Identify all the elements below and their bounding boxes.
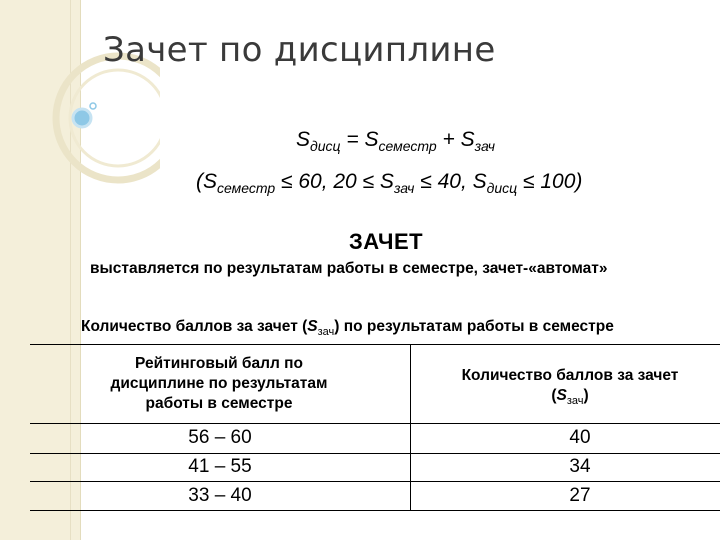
header-symbol: S <box>556 387 567 404</box>
header-line <box>430 386 710 411</box>
formula-line-1 <box>296 128 495 154</box>
formula-part: ≤ 60, 20 ≤ S <box>275 170 394 193</box>
table-row-divider <box>30 453 720 454</box>
table-header-rating <box>84 354 354 414</box>
formula-operator: = <box>340 128 365 151</box>
table-header-border <box>30 423 720 424</box>
formula-line-2 <box>196 170 582 196</box>
table-cell-range: 33 – 40 <box>188 485 252 506</box>
table-cell-points: 34 <box>569 456 591 477</box>
table-column-divider <box>410 344 411 510</box>
decor-small-bubble <box>90 103 96 109</box>
formula-subscript: дисц <box>486 180 518 196</box>
slide-title: Зачет по дисциплине <box>103 30 496 70</box>
table-caption <box>81 318 614 338</box>
header-subscript: зач <box>566 395 584 407</box>
header-line: Рейтинговый балл по <box>135 355 303 372</box>
table-border-top <box>30 344 720 345</box>
caption-text: Количество баллов за зачет ( <box>81 318 308 335</box>
header-line: Количество баллов за зачет <box>461 367 679 384</box>
formula-symbol: S <box>296 128 311 151</box>
formula-subscript: семестр <box>378 138 437 154</box>
table-cell-range: 56 – 60 <box>188 427 252 448</box>
table-header-points <box>430 366 710 411</box>
formula-subscript: зач <box>393 180 415 196</box>
formula-subscript: зач <box>474 138 496 154</box>
formula-part: (S <box>196 170 217 193</box>
table-cell-points: 27 <box>569 485 591 506</box>
caption-subscript: зач <box>317 326 335 338</box>
table-cell-points: 40 <box>569 427 591 448</box>
formula-subscript: дисц <box>310 138 341 154</box>
formula-operator: + <box>436 128 461 151</box>
caption-text: ) по результатам работы в семестре <box>334 318 614 335</box>
section-subtitle: выставляется по результатам работы в семестре, зачет-«автомат» <box>90 260 608 277</box>
header-paren: ) <box>583 387 589 404</box>
caption-symbol: S <box>307 318 318 335</box>
header-line: дисциплине по результатам <box>110 375 328 392</box>
table-cell-range: 41 – 55 <box>188 456 252 477</box>
header-line: работы в семестре <box>145 395 293 412</box>
table-border-bottom <box>30 510 720 511</box>
formula-subscript: семестр <box>217 180 276 196</box>
header-paren: ( <box>551 387 557 404</box>
table-row-divider <box>30 481 720 482</box>
decor-blue-bubble <box>73 109 91 127</box>
formula-part: ≤ 100) <box>517 170 583 193</box>
section-heading: ЗАЧЕТ <box>349 229 424 254</box>
formula-part: ≤ 40, S <box>414 170 487 193</box>
formula-symbol: S <box>364 128 379 151</box>
formula-symbol: S <box>460 128 475 151</box>
